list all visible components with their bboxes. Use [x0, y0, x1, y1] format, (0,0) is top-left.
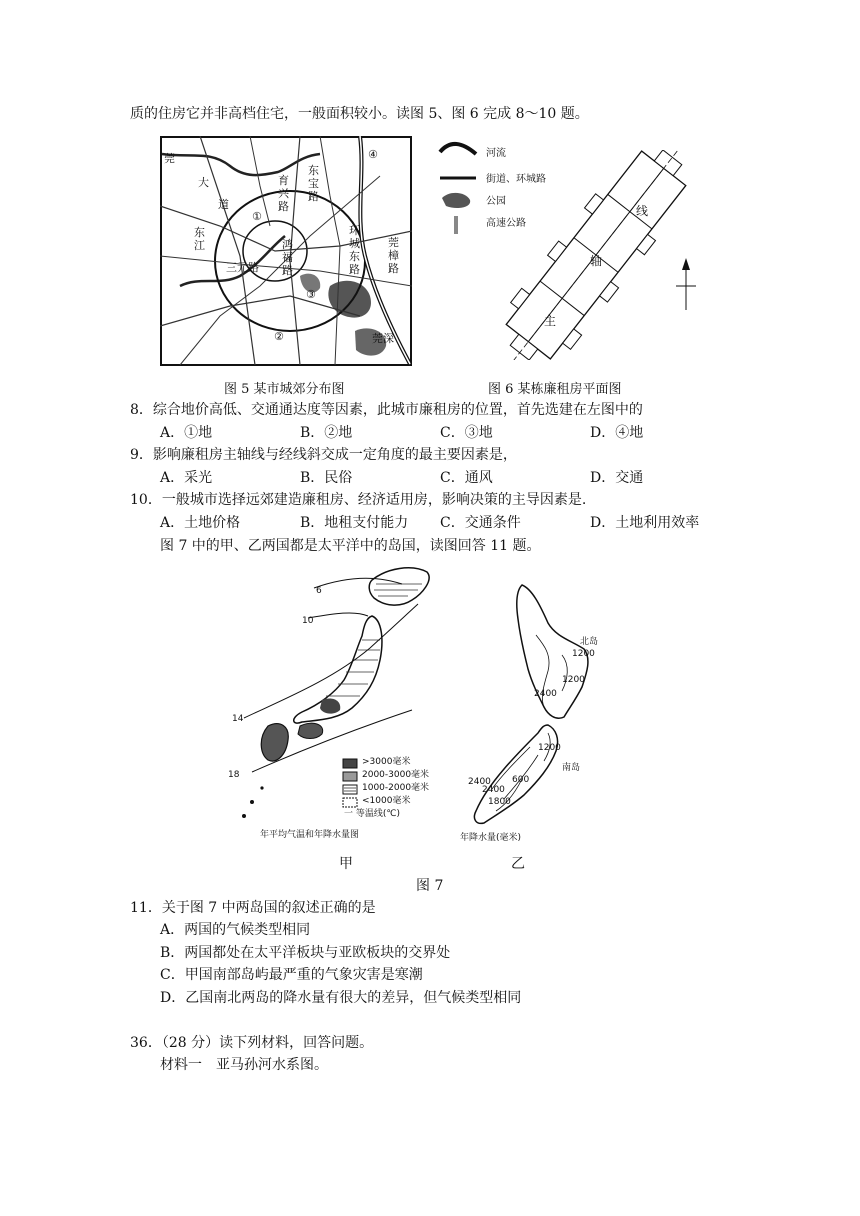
- city-map-figure: [160, 136, 412, 366]
- q11-option-b: B．两国都处在太平洋板块与亚欧板块的交界处: [160, 945, 451, 961]
- fig7-label-yi: 乙: [511, 856, 525, 872]
- q8-option-c: C．③地: [440, 425, 493, 441]
- yi-title: 年降水量(毫米): [460, 833, 522, 843]
- axis-char-3: 线: [636, 204, 649, 218]
- q8-option-d: D．④地: [590, 425, 644, 441]
- q10-option-b: B．地租支付能力: [300, 515, 409, 531]
- q11-stem: 11．关于图 7 中两岛国的叙述正确的是: [130, 900, 376, 916]
- yi-value-1: 2400: [534, 689, 557, 699]
- yi-value-7: 2400: [468, 777, 491, 787]
- map-marker-1: ①: [252, 210, 262, 223]
- axis-char-1: 主: [544, 314, 557, 328]
- yi-value-6: 600: [512, 775, 530, 785]
- jia-legend-5: 一 等温线(℃): [344, 809, 400, 819]
- map-label-guanzhang: 莞樟路: [388, 236, 399, 275]
- intro-line: 质的住房它并非高档住宅，一般面积较小。读图 5、图 6 完成 8～10 题。: [130, 106, 589, 122]
- q8-option-b: B．②地: [300, 425, 353, 441]
- q9-stem: 9．影响廉租房主轴线与经线斜交成一定角度的最主要因素是，: [130, 447, 517, 463]
- map-label-da: 大: [198, 176, 209, 189]
- map-label-hongfu: 鸿福路: [282, 238, 293, 277]
- legend-river: 河流: [486, 148, 506, 159]
- map-label-dao: 道: [218, 198, 229, 211]
- jia-title: 年平均气温和年降水量图: [260, 830, 360, 840]
- yi-north-island: 北岛: [580, 637, 599, 647]
- nz-map: [452, 575, 632, 845]
- isotherm-14: 14: [232, 714, 244, 724]
- map-marker-4: ④: [368, 148, 378, 161]
- q10-option-a: A．土地价格: [160, 515, 241, 531]
- legend-symbols: [436, 138, 480, 238]
- yi-value-4: 2400: [482, 785, 505, 795]
- legend-park: 公园: [486, 196, 506, 207]
- jia-legend-1: >3000毫米: [362, 757, 411, 767]
- q10-stem: 10．一般城市选择远郊建造廉租房、经济适用房，影响决策的主导因素是.: [130, 492, 587, 508]
- q9-option-b: B．民俗: [300, 470, 353, 486]
- jia-legend-3: 1000-2000毫米: [362, 783, 430, 793]
- yi-value-2: 1200: [572, 649, 595, 659]
- legend-street: 街道、环城路: [486, 174, 546, 185]
- yi-value-3: 1200: [562, 675, 585, 685]
- yi-value-8: 1800: [488, 797, 511, 807]
- map-label-yuxing: 育兴路: [278, 174, 289, 213]
- legend-highway: 高速公路: [486, 218, 526, 229]
- jia-legend-2: 2000-3000毫米: [362, 770, 430, 780]
- q11-option-a: A．两国的气候类型相同: [160, 922, 311, 938]
- fig7-intro: 图 7 中的甲、乙两国都是太平洋中的岛国，读图回答 11 题。: [160, 538, 541, 554]
- isotherm-6: 6: [316, 586, 322, 596]
- isotherm-10: 10: [302, 616, 314, 626]
- fig5-caption: 图 5 某市城郊分布图: [224, 382, 345, 397]
- yi-value-5: 1200: [538, 743, 561, 753]
- map-label-dongbao: 东宝路: [308, 164, 319, 203]
- q8-option-a: A．①地: [160, 425, 213, 441]
- q10-option-d: D．土地利用效率: [590, 515, 700, 531]
- map-label-huancheng: 环城东路: [349, 224, 360, 276]
- q36-material1: 材料一 亚马孙河水系图。: [160, 1057, 328, 1073]
- q9-option-c: C．通风: [440, 470, 493, 486]
- fig6-caption: 图 6 某栋廉租房平面图: [488, 382, 622, 397]
- map-marker-3: ③: [306, 288, 316, 301]
- map-label-dongjiang: 东江: [194, 226, 205, 252]
- q9-option-d: D．交通: [590, 470, 644, 486]
- fig7-caption: 图 7: [416, 878, 444, 894]
- axis-char-2: 轴: [590, 254, 603, 268]
- map-marker-2: ②: [274, 330, 284, 343]
- yi-south-island: 南岛: [562, 763, 581, 773]
- q10-option-c: C．交通条件: [440, 515, 521, 531]
- q36-stem: 36．（28 分）读下列材料，回答问题。: [130, 1035, 374, 1051]
- map-label-sanyuan: 三元路: [226, 261, 259, 274]
- map-label-guan: 莞: [164, 152, 175, 165]
- map-label-guanshen: 莞深: [372, 332, 394, 345]
- q11-option-c: C．甲国南部岛屿最严重的气象灾害是寒潮: [160, 967, 423, 983]
- isotherm-18: 18: [228, 770, 240, 780]
- floor-plan-figure: [490, 150, 710, 360]
- jia-legend-4: <1000毫米: [362, 796, 411, 806]
- fig7-label-jia: 甲: [339, 856, 353, 872]
- q8-stem: 8．综合地价高低、交通通达度等因素，此城市廉租房的位置，首先选建在左图中的: [130, 402, 643, 418]
- fig7-jia-map: [222, 560, 442, 840]
- q11-option-d: D．乙国南北两岛的降水量有很大的差异，但气候类型相同: [160, 990, 522, 1006]
- q9-option-a: A．采光: [160, 470, 213, 486]
- fig7-yi-map: [452, 575, 632, 845]
